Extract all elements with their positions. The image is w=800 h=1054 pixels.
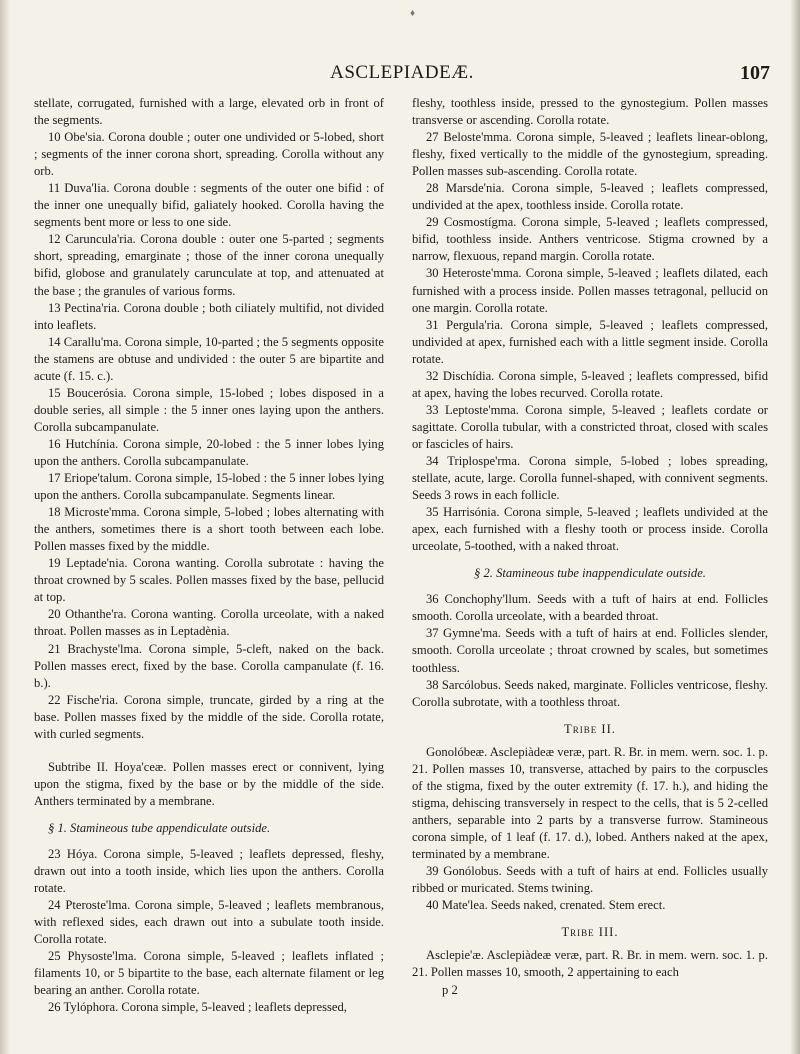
genus-entry: 21 Brachyste'lma. Corona simple, 5-cleft, naked on the back. Pollen masses erect, fixed by the base. Corolla campanulate (f. 16. b.). [34,641,384,690]
genus-entry: 10 Obe'sia. Corona double ; outer one undivided or 5-lobed, short ; segments of the inner corona short, spreading. Corolla without any orb. [34,130,384,179]
tribe-heading: Tribe II. [564,721,616,736]
genus-entry: 15 Boucerósia. Corona simple, 15-lobed ; lobes disposed in a double series, all simple : the 5 inner ones laying upon the anthers. Corolla subcampanulate. [34,385,384,434]
genus-entry: 16 Hutchínia. Corona simple, 20-lobed : the 5 inner lobes lying upon the anthers. Corolla subcampanulate. [34,436,384,468]
genus-entry: 34 Triplospe'rma. Corona simple, 5-lobed ; lobes spreading, stellate, acute, large. Corolla funnel-shaped, with connivent segments. Seeds 3 rows in each follicle. [412,453,768,503]
genus-entry: 17 Eriope'talum. Corona simple, 15-lobed : the 5 inner lobes lying upon the anthers. Corolla subcampanulate. Segments linear. [34,471,384,503]
genus-entry: 12 Caruncula'ria. Corona double : outer one 5-parted ; segments short, spreading, emarginate ; those of the inner corona unequally bifid, globose and granulately carunculate at top, and attenuated at the base ; the granules of various forms. [34,232,384,298]
genus-entry: 18 Microste'mma. Corona simple, 5-lobed ; lobes alternating with the anthers, sometimes there is a short tooth between each lobe. Pollen masses fixed by the middle. [34,505,384,554]
genus-entry: 40 Mate'lea. Seeds naked, crenated. Stem erect. [426,898,666,913]
paragraph: stellate, corrugated, furnished with a large, elevated orb in front of the segments. [34,96,384,128]
genus-entry: 20 Othanthe'ra. Corona wanting. Corolla urceolate, with a naked throat. Pollen masses as in Leptadènia. [34,607,384,639]
page-header [34,62,770,84]
genus-entry: 33 Leptoste'mma. Corona simple, 5-leaved ; leaflets cordate or sagittate. Corolla tubular, with a constricted throat, closed with scales or fascicles of hairs. [412,402,768,451]
right-column [412,95,768,999]
section-heading: § 1. Stamineous tube appendiculate outside. [48,820,271,835]
genus-entry: 25 Physoste'lma. Corona simple, 5-leaved ; leaflets inflated ; filaments 10, or 5 bipartite to the base, each alternate filament or leg bearing an anther. Corolla rotate. [34,949,384,998]
page-edge-left [0,0,10,1054]
tribe-heading: Tribe III. [561,925,619,940]
genus-entry: 30 Heteroste'mma. Corona simple, 5-leaved ; leaflets dilated, each furnished with a process inside. Pollen masses tetragonal, pellucid on one margin. Corolla rotate. [412,266,768,315]
genus-entry: 13 Pectina'ria. Corona double ; both ciliately multifid, not divided into leaflets. [34,300,384,332]
subtribe-heading: Subtribe II. Hoya'ceæ. Pollen masses erect or connivent, lying upon the stigma, fixed by the base or by the middle of the side. Anthers terminated by a membrane. [34,759,384,808]
genus-entry: 36 Conchophy'llum. Seeds with a tuft of hairs at end. Follicles smooth. Corolla urceolate, with a bearded throat. [412,592,768,624]
genus-entry: 29 Cosmostígma. Corona simple, 5-leaved ; leaflets compressed, bifid, toothless inside. Anthers ventricose. Stigma crowned by a narrow, flexuous, repand margin. Corolla rotate. [412,215,768,264]
tribe-description: Gonolóbeæ. Asclepiàdeæ veræ, part. R. Br. in mem. wern. soc. 1. p. 21. Pollen masses 10, transverse, attached by pairs to the corpuscles of the stigma, fixed by the outer extremity (f. 17. h.), and hiding the stigma, dehiscing transversely in respect to the cells, that is 5 2-celled anthers, separable into 2 parts by a transverse furrow. Stamineous corona simple, of 1 leaf (f. 17. d.), lobed. Anthers naked at the apex, terminated by a membrane. [412,744,768,861]
paragraph: fleshy, toothless inside, pressed to the gynostegium. Pollen masses transverse or ascending. Corolla rotate. [412,96,768,128]
genus-entry: 35 Harrisónia. Corona simple, 5-leaved ; leaflets undivided at the apex, each furnished with a fleshy tooth or process inside. Corolla urceolate, 5-toothed, with a naked throat. [412,505,768,554]
genus-entry: 37 Gymne'ma. Seeds with a tuft of hairs at end. Follicles slender, smooth. Corolla urceolate ; throat crowned by scales, but sometimes toothless. [412,626,768,675]
signature-mark: p 2 [442,983,458,998]
section-heading: § 2. Stamineous tube inappendiculate outside. [474,566,706,581]
running-title: ASCLEPIADEÆ. [330,62,474,83]
genus-entry: 32 Dischídia. Corona simple, 5-leaved ; leaflets compressed, bifid at apex, having the lobes recurved. Corolla rotate. [412,368,768,400]
left-column [34,95,384,1016]
genus-entry: 22 Fische'ria. Corona simple, truncate, girded by a ring at the base. Pollen masses fixed by the middle of the side. Corolla rotate, with curled segments. [34,692,384,741]
genus-entry: 19 Leptade'nia. Corona wanting. Corolla subrotate : having the throat crowned by 5 scales. Pollen masses fixed by the base, pellucid at top. [34,556,384,605]
genus-entry: 38 Sarcólobus. Seeds naked, marginate. Follicles ventricose, fleshy. Corolla subrotate, with a toothless throat. [412,677,768,709]
page-number: 107 [740,62,770,84]
genus-entry: 39 Gonólobus. Seeds with a tuft of hairs at end. Follicles usually ribbed or muricated. Stems twining. [412,864,768,896]
genus-entry: 27 Beloste'mma. Corona simple, 5-leaved ; leaflets linear-oblong, fleshy, fixed vertically to the middle of the gynostegium, spreading. Pollen masses sub-ascending. Corolla rotate. [412,130,768,179]
tribe-description: Asclepie'æ. Asclepiàdeæ veræ, part. R. Br. in mem. wern. soc. 1. p. 21. Pollen masses 10, smooth, 2 appertaining to each [412,948,768,980]
genus-entry: 26 Tylóphora. Corona simple, 5-leaved ; leaflets depressed, [48,1000,347,1015]
genus-entry: 28 Marsde'nia. Corona simple, 5-leaved ; leaflets compressed, undivided at the apex, toothless inside. Corolla rotate. [412,181,768,213]
genus-entry: 23 Hóya. Corona simple, 5-leaved ; leaflets depressed, fleshy, drawn out into a tooth inside, which lies upon the anthers. Corolla rotate. [34,846,384,896]
genus-entry: 31 Pergula'ria. Corona simple, 5-leaved ; leaflets compressed, undivided at apex, furnished each with a little segment inside. Corolla rotate. [412,317,768,366]
genus-entry: 11 Duva'lia. Corona double : segments of the outer one bifid : of the inner one unequally bifid, galiately hooked. Corolla having the segments bent more or less to one side. [34,181,384,230]
page-edge-right [790,0,800,1054]
genus-entry: 24 Pteroste'lma. Corona simple, 5-leaved ; leaflets membranous, with reflexed sides, each drawn out into a subulate tooth inside. Corolla rotate. [34,898,384,947]
top-mark: ♦ [410,8,416,19]
genus-entry: 14 Carallu'ma. Corona simple, 10-parted ; the 5 segments opposite the stamens are obtuse and undivided : the outer 5 are bipartite and acute (f. 15. c.). [34,334,384,383]
